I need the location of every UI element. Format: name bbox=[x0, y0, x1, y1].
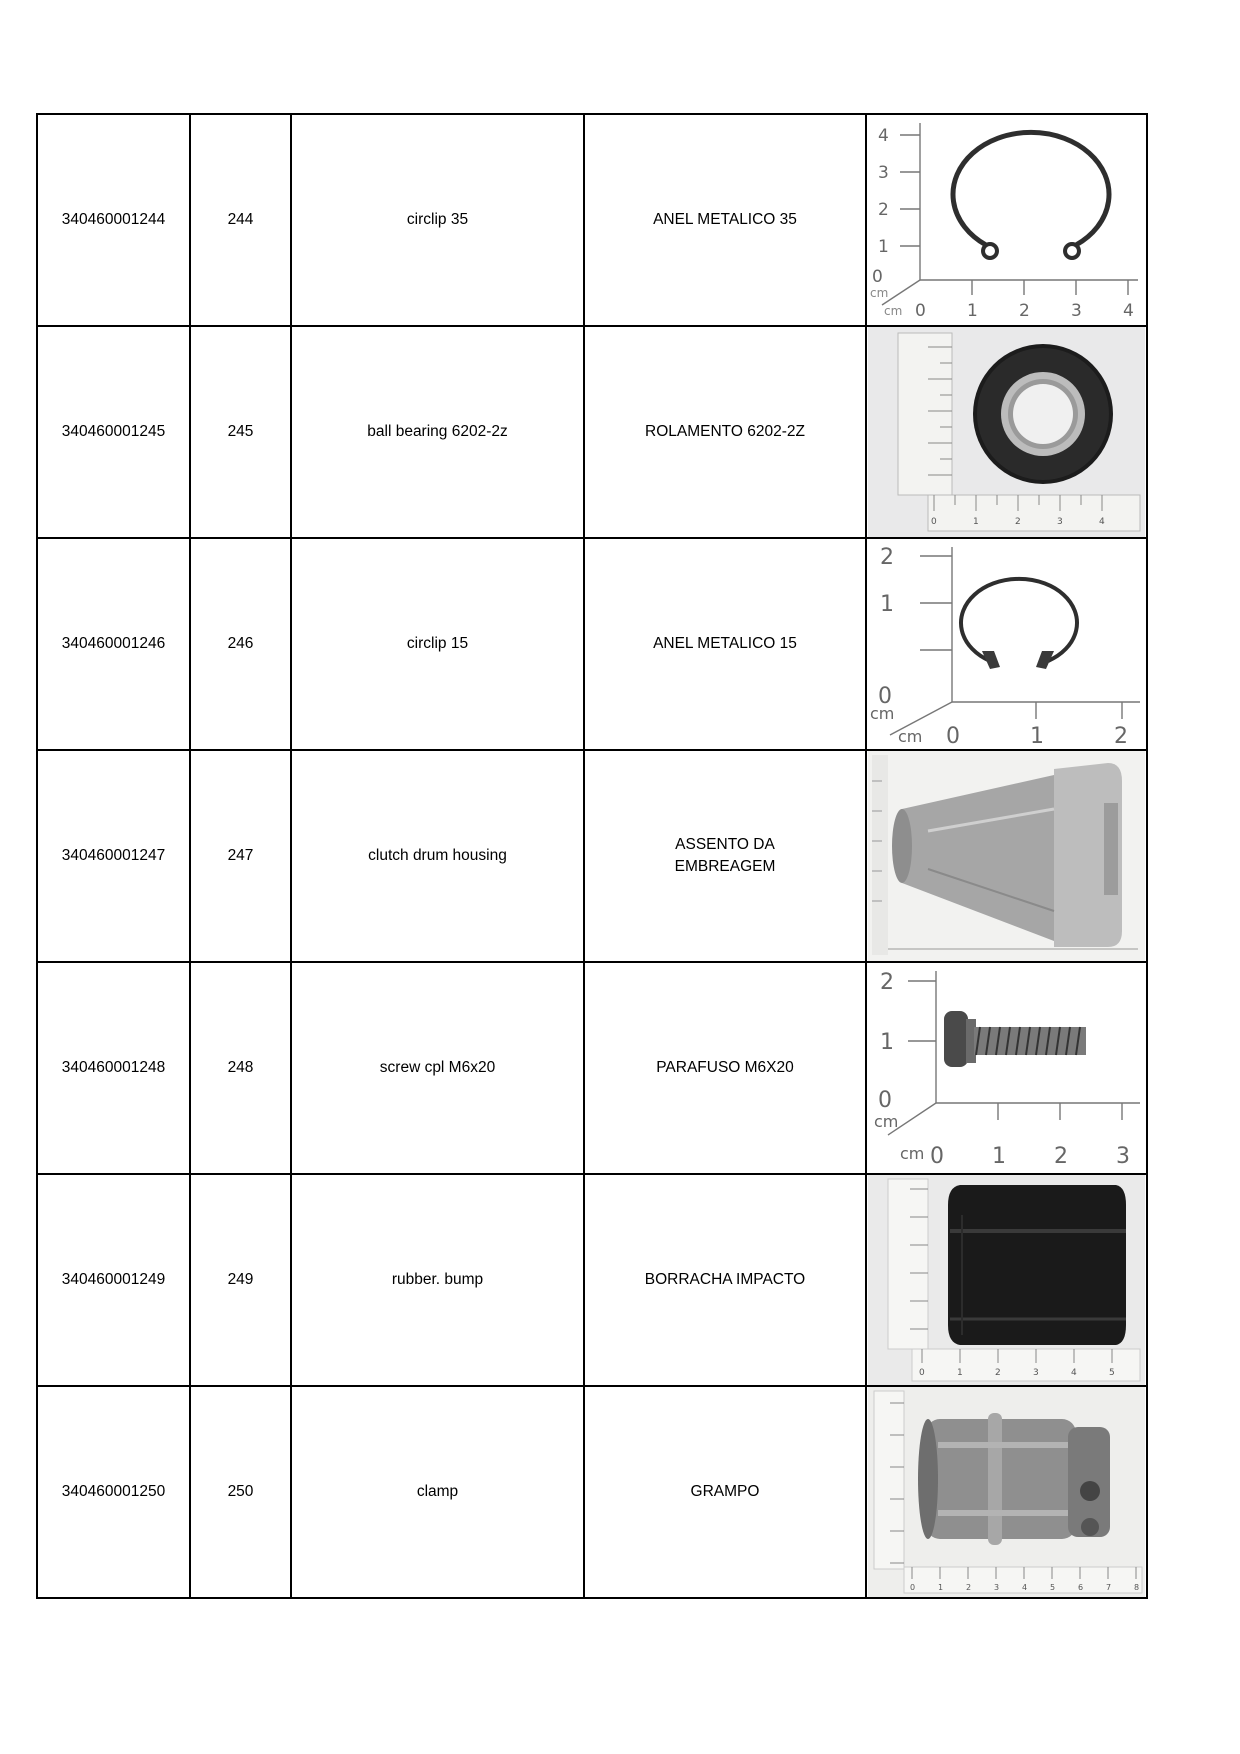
scale-tick-label: 2 bbox=[1019, 301, 1030, 321]
scale-tick-label: 1 bbox=[992, 1144, 1006, 1169]
scale-tick-label: 0 bbox=[872, 267, 883, 287]
scale-tick-label: 4 bbox=[1022, 1583, 1028, 1592]
position-number: 249 bbox=[190, 1174, 291, 1386]
position-number: 246 bbox=[190, 538, 291, 750]
scale-tick-label: 0 bbox=[931, 517, 937, 527]
clamp-photo bbox=[868, 1387, 1145, 1597]
scale-unit: cm bbox=[870, 286, 889, 300]
scale-tick-label: 5 bbox=[1050, 1583, 1056, 1592]
scale-tick-label: 5 bbox=[1109, 1368, 1115, 1378]
part-number: 340460001248 bbox=[37, 962, 190, 1174]
screw-photo bbox=[868, 963, 1145, 1173]
part-image-cell bbox=[866, 962, 1147, 1174]
scale-tick-label: 3 bbox=[1071, 301, 1082, 321]
description-en: circlip 15 bbox=[291, 538, 584, 750]
scale-tick-label: 6 bbox=[1078, 1583, 1084, 1592]
description-en: ball bearing 6202-2z bbox=[291, 326, 584, 538]
position-number: 250 bbox=[190, 1386, 291, 1598]
position-number: 245 bbox=[190, 326, 291, 538]
circlip-photo bbox=[868, 115, 1145, 325]
description-en: rubber. bump bbox=[291, 1174, 584, 1386]
scale-tick-label: 0 bbox=[930, 1144, 944, 1169]
rubber-bump-photo bbox=[868, 1175, 1145, 1385]
scale-tick-label: 1 bbox=[938, 1583, 944, 1592]
part-image-cell bbox=[866, 538, 1147, 750]
scale-tick-label: 3 bbox=[1057, 517, 1063, 527]
scale-tick-label: 8 bbox=[1134, 1583, 1140, 1592]
scale-tick-label: 2 bbox=[1054, 1144, 1068, 1169]
table-row bbox=[37, 326, 1147, 538]
circlip-photo bbox=[868, 539, 1145, 749]
description-en: clutch drum housing bbox=[291, 750, 584, 962]
part-image-cell bbox=[866, 1174, 1147, 1386]
table-row bbox=[37, 1174, 1147, 1386]
position-number: 244 bbox=[190, 114, 291, 326]
table-row bbox=[37, 750, 1147, 962]
scale-unit: cm bbox=[870, 704, 895, 723]
scale-unit: cm bbox=[900, 1144, 925, 1163]
scale-unit: cm bbox=[874, 1112, 899, 1131]
scale-tick-label: 1 bbox=[973, 517, 979, 527]
scale-unit: cm bbox=[884, 304, 903, 318]
description-pt: BORRACHA IMPACTO bbox=[584, 1174, 866, 1386]
scale-unit: cm bbox=[898, 727, 923, 746]
ball-bearing-photo bbox=[868, 327, 1145, 537]
part-image-cell bbox=[866, 326, 1147, 538]
part-image-cell bbox=[866, 114, 1147, 326]
scale-tick-label: 1 bbox=[1030, 724, 1044, 749]
part-number: 340460001249 bbox=[37, 1174, 190, 1386]
scale-tick-label: 2 bbox=[995, 1368, 1001, 1378]
scale-tick-label: 3 bbox=[1033, 1368, 1039, 1378]
part-image-cell bbox=[866, 750, 1147, 962]
description-pt: PARAFUSO M6X20 bbox=[584, 962, 866, 1174]
description-pt: GRAMPO bbox=[584, 1386, 866, 1598]
description-pt: ANEL METALICO 35 bbox=[584, 114, 866, 326]
clutch-drum-housing-photo bbox=[868, 751, 1145, 961]
description-pt: ASSENTO DA EMBREAGEM bbox=[584, 750, 866, 962]
description-pt: ANEL METALICO 15 bbox=[584, 538, 866, 750]
table-row bbox=[37, 1386, 1147, 1598]
scale-tick-label: 2 bbox=[1114, 724, 1128, 749]
scale-tick-label: 0 bbox=[919, 1368, 925, 1378]
part-number: 340460001250 bbox=[37, 1386, 190, 1598]
scale-tick-label: 1 bbox=[957, 1368, 963, 1378]
scale-tick-label: 4 bbox=[1099, 517, 1105, 527]
scale-tick-label: 0 bbox=[878, 684, 892, 709]
parts-table bbox=[36, 113, 1148, 1599]
position-number: 248 bbox=[190, 962, 291, 1174]
position-number: 247 bbox=[190, 750, 291, 962]
description-en: circlip 35 bbox=[291, 114, 584, 326]
scale-tick-label: 1 bbox=[880, 592, 894, 617]
scale-tick-label: 1 bbox=[967, 301, 978, 321]
scale-tick-label: 7 bbox=[1106, 1583, 1112, 1592]
table-row bbox=[37, 114, 1147, 326]
description-pt: ROLAMENTO 6202-2Z bbox=[584, 326, 866, 538]
description-en: screw cpl M6x20 bbox=[291, 962, 584, 1174]
table-row bbox=[37, 538, 1147, 750]
scale-tick-label: 0 bbox=[915, 301, 926, 321]
scale-tick-label: 4 bbox=[878, 126, 889, 146]
part-number: 340460001247 bbox=[37, 750, 190, 962]
scale-tick-label: 3 bbox=[1116, 1144, 1130, 1169]
scale-tick-label: 3 bbox=[994, 1583, 1000, 1592]
scale-tick-label: 0 bbox=[946, 724, 960, 749]
scale-tick-label: 2 bbox=[880, 545, 894, 570]
scale-tick-label: 4 bbox=[1071, 1368, 1077, 1378]
scale-tick-label: 0 bbox=[910, 1583, 916, 1592]
scale-tick-label: 0 bbox=[878, 1088, 892, 1113]
scale-tick-label: 3 bbox=[878, 163, 889, 183]
scale-tick-label: 2 bbox=[878, 200, 889, 220]
scale-tick-label: 1 bbox=[878, 237, 889, 257]
scale-tick-label: 2 bbox=[880, 970, 894, 995]
scale-tick-label: 2 bbox=[966, 1583, 972, 1592]
part-number: 340460001246 bbox=[37, 538, 190, 750]
table-row bbox=[37, 962, 1147, 1174]
part-number: 340460001244 bbox=[37, 114, 190, 326]
scale-tick-label: 2 bbox=[1015, 517, 1021, 527]
part-image-cell bbox=[866, 1386, 1147, 1598]
scale-tick-label: 1 bbox=[880, 1030, 894, 1055]
description-en: clamp bbox=[291, 1386, 584, 1598]
part-number: 340460001245 bbox=[37, 326, 190, 538]
scale-tick-label: 4 bbox=[1123, 301, 1134, 321]
